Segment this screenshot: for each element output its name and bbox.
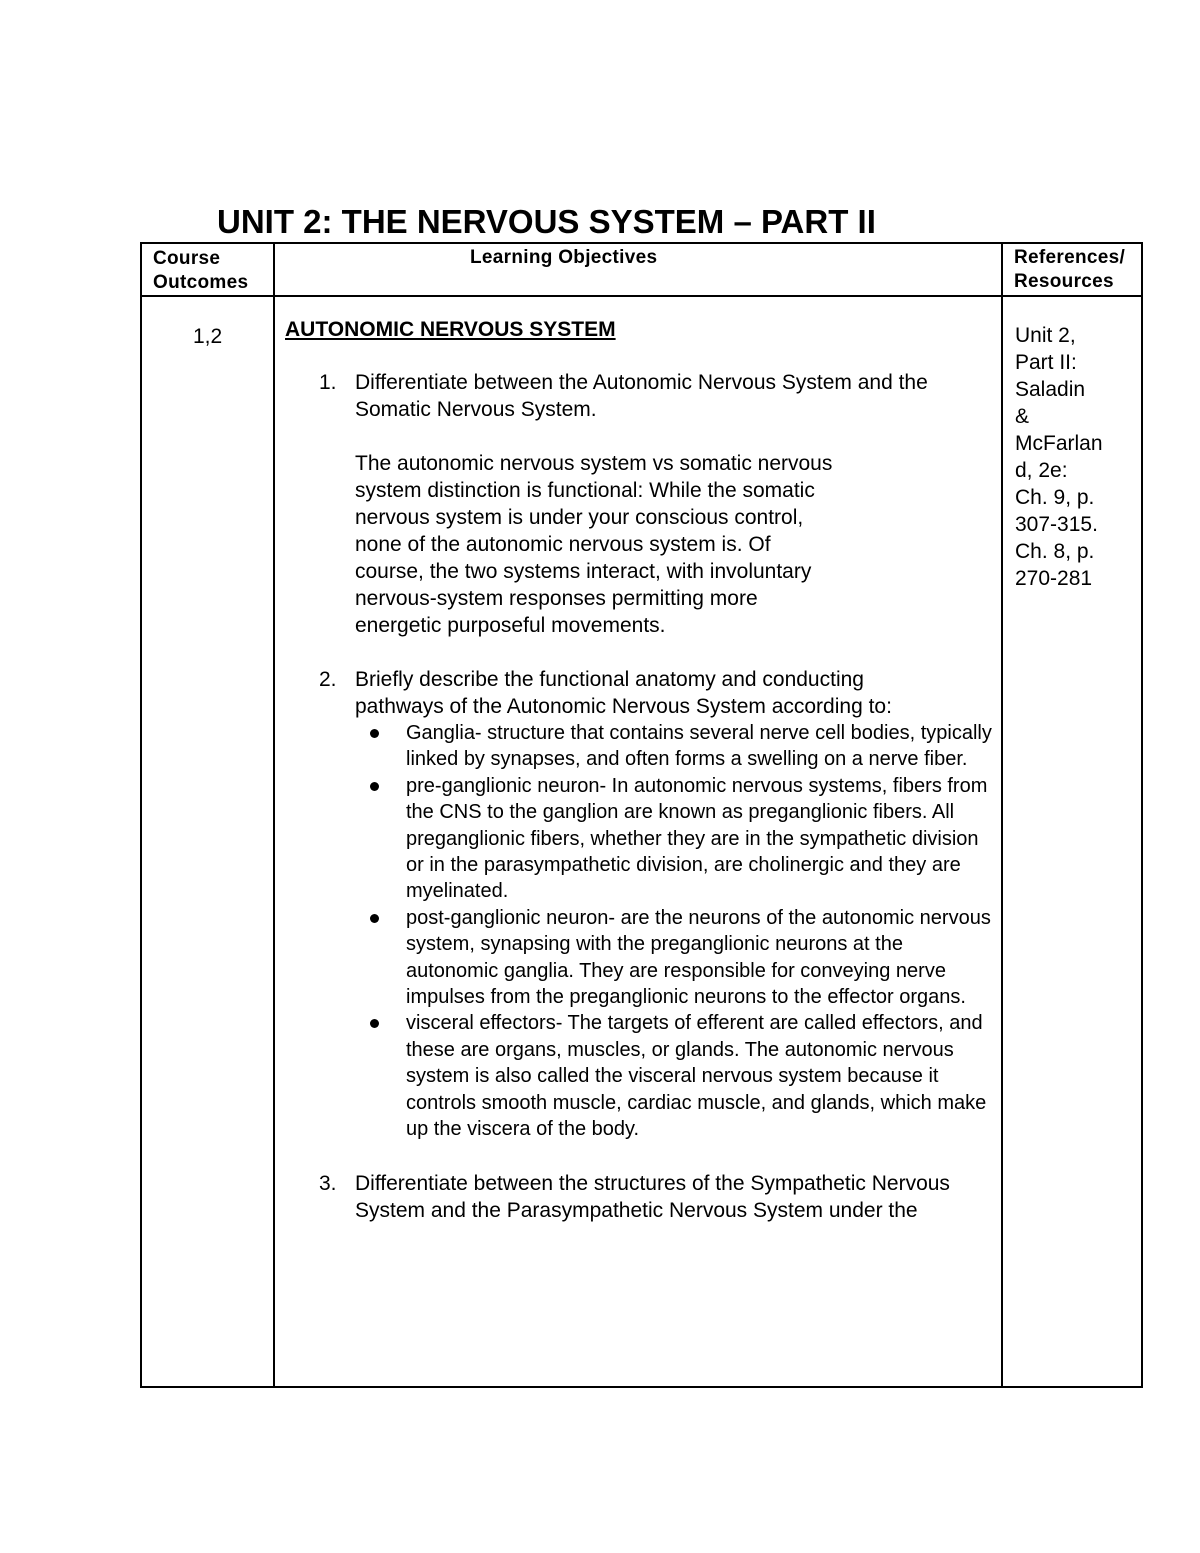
bullet-icon — [370, 782, 379, 791]
header-references-line2: Resources — [1014, 271, 1114, 292]
bullet-text: Ganglia- structure that contains several nerve cell bodies, typically linked by synapses, and often forms a swelling on a nerve fiber. — [406, 722, 992, 771]
section-title: AUTONOMIC NERVOUS SYSTEM — [285, 318, 616, 341]
bullet-icon — [370, 729, 379, 738]
reference-line: Ch. 9, p. — [1015, 486, 1095, 509]
bullet-item-visceral-effectors — [406, 1010, 997, 1142]
objective-text: Differentiate between the Autonomic Nervous System and the Somatic Nervous System. — [355, 371, 928, 421]
bullet-list — [355, 720, 997, 1143]
reference-line: Saladin — [1015, 378, 1086, 401]
reference-line: Part II: — [1015, 351, 1077, 374]
page-title: UNIT 2: THE NERVOUS SYSTEM – PART II — [217, 203, 876, 240]
objective-text: Briefly describe the functional anatomy and conducting pathways of the Autonomic Nervous System according to: — [355, 668, 892, 718]
bullet-item-postganglionic — [406, 905, 997, 1011]
header-divider — [142, 295, 1141, 297]
bullet-text: post-ganglionic neuron- are the neurons of the autonomic nervous system, synapsing with the preganglionic neurons at the autonomic ganglia. They are responsible for conveying nerve impulses from the preganglionic neurons to the effector organs. — [406, 906, 991, 1009]
references-cell — [1015, 322, 1135, 592]
objective-number: 3. — [319, 1171, 337, 1195]
reference-line: Unit 2, — [1015, 324, 1076, 347]
bullet-icon — [370, 914, 379, 923]
reference-line: 270-281 — [1015, 567, 1093, 590]
learning-objectives-cell — [285, 316, 997, 1224]
bullet-item-preganglionic — [406, 773, 997, 905]
header-course-outcomes-line1: Course — [153, 248, 221, 269]
reference-line: Ch. 8, p. — [1015, 540, 1095, 563]
reference-line: & — [1015, 405, 1030, 428]
reference-line: McFarlan — [1015, 432, 1103, 455]
bullet-icon — [370, 1019, 379, 1028]
bullet-text: pre-ganglionic neuron- In autonomic nervous systems, fibers from the CNS to the ganglion are known as preganglionic fibers. All preganglionic fibers, whether they are in the sympathetic division or in the parasympathetic division, are cholinergic and they are myelinated. — [406, 774, 988, 903]
bullet-text: visceral effectors- The targets of efferent are called effectors, and these are organs, muscles, or glands. The autonomic nervous system is also called the visceral nervous system because it controls smooth muscle, cardiac muscle, and glands, which make up the viscera of the body. — [406, 1012, 987, 1141]
objective-description: The autonomic nervous system vs somatic nervous system distinction is functional: While the somatic nervous system is under your conscious control, none of the autonomic nervous system is. Of course, the two systems interact, with involuntary nervous-system responses permitting more energetic purposeful movements. — [355, 452, 833, 637]
reference-line: d, 2e: — [1015, 459, 1068, 482]
objective-1 — [285, 369, 997, 639]
header-learning-objectives: Learning Objectives — [470, 247, 658, 268]
header-course-outcomes-line2: Outcomes — [153, 272, 249, 293]
objective-number: 2. — [319, 668, 337, 691]
objective-text: Differentiate between the structures of the Sympathetic Nervous System and the Parasympathetic Nervous System under the — [355, 1171, 950, 1222]
course-outcome-value: 1,2 — [193, 325, 223, 348]
objective-2 — [285, 666, 997, 1143]
objective-number: 1. — [319, 371, 337, 394]
bullet-item-ganglia — [406, 720, 997, 773]
column-divider-outcomes — [273, 244, 275, 1386]
header-references — [1014, 246, 1125, 294]
header-course-outcomes — [153, 247, 248, 295]
reference-line: 307-315. — [1015, 513, 1098, 536]
column-divider-references — [1001, 244, 1003, 1386]
header-references-line1: References/ — [1014, 247, 1126, 268]
objective-3 — [285, 1170, 997, 1224]
